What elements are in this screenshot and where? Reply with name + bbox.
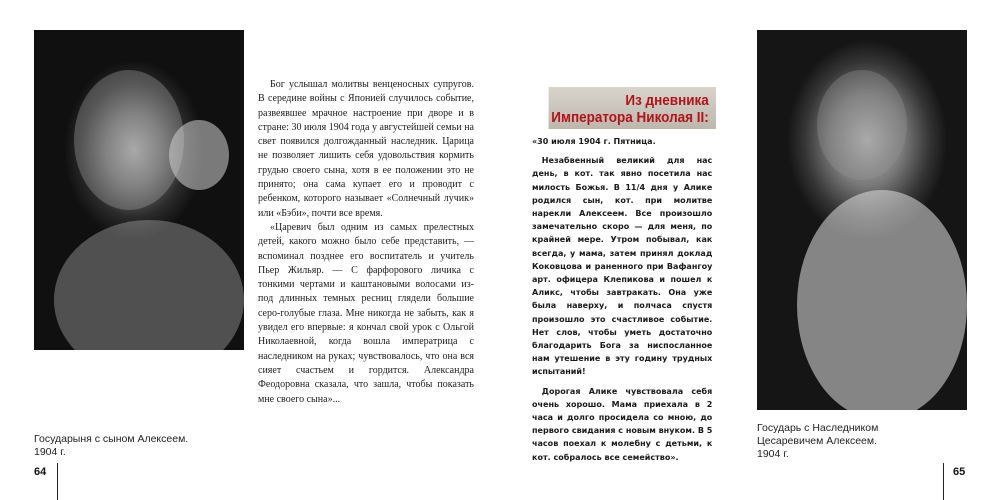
page-rule-left (57, 463, 58, 500)
body-text (258, 78, 474, 407)
diary-paragraph: Незабвенный великий для нас день, в кот. так явно посетила нас милость Божья. В 11/4 дня у Алике родился сын, кот. при молитве нарекли Алексеем. Все произошло замечательно скоро — для меня, по крайней мере. Утром побывал, как всегда, у мама, затем принял доклад Коковцова и раненного при Вафангоу арт. офицера Клепикова и пошел к Аликс, чтобы завтракать. Она уже была наверху, и полчаса спустя произошло это счастливое событие. Нет слов, чтобы уметь достаточно благодарить Бога за ниспосланное нам утешение в эту годину трудных испытаний! (532, 155, 713, 377)
diary-date: «30 июля 1904 г. Пятница. (532, 136, 656, 146)
diary-text (532, 135, 712, 470)
photo-empress-with-son (34, 30, 244, 350)
diary-heading (549, 87, 716, 129)
diary-paragraph: Дорогая Алике чувствовала себя очень хорошо. Мама приехала в 2 часа и долго просидела со мною, до первого свидания с новым внуком. В 5 часов поехал к молебну с детьми, к кот. собралось все семейство». (532, 385, 713, 462)
diary-heading-line1: Из дневника (625, 92, 709, 109)
diary-heading-line2: Императора Николая II: (551, 109, 709, 126)
paragraph: «Царевич был одним из самых прелестных детей, какого можно было себе представить, — вспоминал позднее его воспитатель и учитель Пьер Жильяр. — С фарфорового личика с тонкими чертами и каштановыми волосами из-под длинных темных ресниц глядели большие серо-голубые глаза. Мне никогда не забыть, как я увидел его впервые: я кончал свой урок с Ольгой Николаевной, когда вошла императрица с наследником на руках; чувствовалось, что она вся сияет счастьем и гордится. Александра Феодоровна сказала, что зашла, чтобы показать мне своего сына»... (258, 221, 474, 405)
photo-figure-heir (797, 190, 967, 410)
page-rule-right (943, 463, 944, 500)
photo-dress (54, 220, 244, 350)
photo-figure-emperor (817, 70, 907, 180)
paragraph: Бог услышал молитвы венценосных супругов. В середине войны с Японией случилось событие, развеявшее мрачное настроение при дворе и в стране: 30 июля 1904 года у августейшей семьи на свет появился долгожданный наследник. Царица не позволяет лишить себя удовольствия кормить грудью своего сына, хотя в ее положении это не принято; она сама купает его и проводит с ребенком, которого называет «Солнечный лучик» или «Бэби», почти все время. (258, 79, 474, 219)
page-number-right: 65 (953, 466, 966, 478)
photo-figure-baby (169, 120, 229, 190)
photo-emperor-with-heir (757, 30, 967, 410)
page-number-left: 64 (34, 466, 47, 478)
caption-left: Государыня с сыном Алексеем. 1904 г. (34, 433, 189, 458)
caption-right: Государь с Наследником Цесаревичем Алексеем. 1904 г. (757, 422, 879, 460)
photo-figure-empress (74, 70, 184, 210)
